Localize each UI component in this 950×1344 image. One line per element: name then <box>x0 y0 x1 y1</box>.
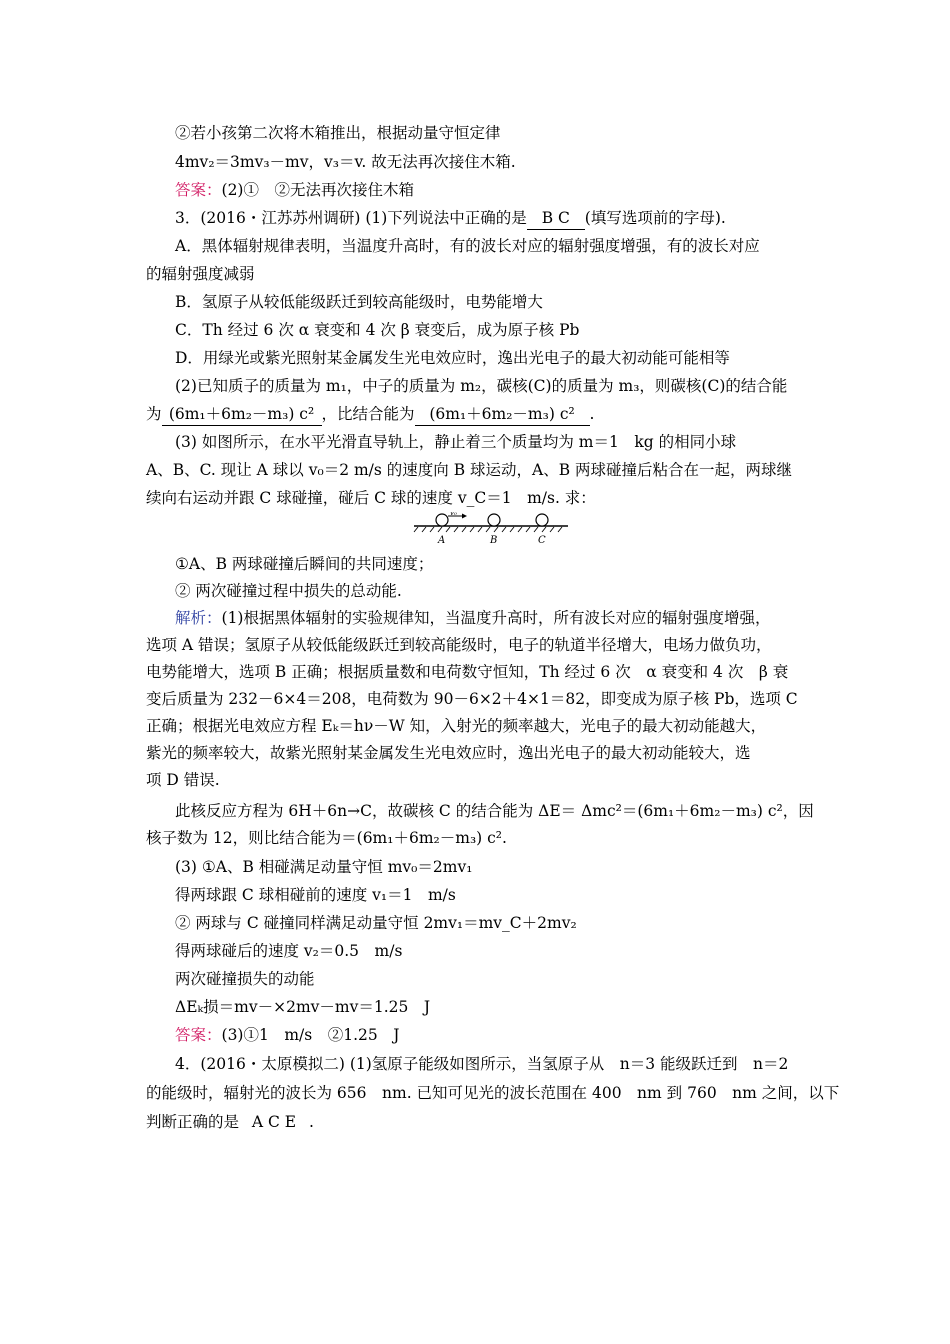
answer-label: 答案： <box>175 1026 222 1044</box>
track-figure <box>412 512 572 550</box>
answer-text: (3)①1 m/s ②1.25 J <box>221 1026 400 1044</box>
analysis-line: 项 D 错误. <box>146 771 220 789</box>
option-a-cont: 的辐射强度减弱 <box>146 265 255 283</box>
analysis-line: 核子数为 12，则比结合能为＝(6m₁＋6m₂－m₃) c². <box>146 829 507 847</box>
option-d: D．用绿光或紫光照射某金属发生光电效应时，逸出光电子的最大初动能可能相等 <box>175 349 730 367</box>
analysis-text: (1)根据黑体辐射的实验规律知，当温度升高时，所有波长对应的辐射强度增强， <box>221 609 771 627</box>
question-4-cont: 的能级时，辐射光的波长为 656 nm. 已知可见光的波长范围在 400 nm 到 760 nm 之间，以下 <box>146 1084 840 1102</box>
ball-b <box>488 514 500 526</box>
analysis-line: 得两球跟 C 球相碰前的速度 v₁＝1 m/s <box>175 886 456 904</box>
analysis-line: ② 两球与 C 碰撞同样满足动量守恒 2mv₁＝mv_C＋2mv₂ <box>175 914 577 932</box>
question-text: 为 <box>146 405 162 423</box>
answer-label: 答案： <box>175 181 222 199</box>
sub-question-2: ② 两次碰撞过程中损失的总动能. <box>175 582 402 600</box>
question-text: . <box>589 405 595 423</box>
answer-line <box>175 1024 399 1046</box>
analysis-line: 两次碰撞损失的动能 <box>175 970 315 988</box>
analysis-line: 选项 A 错误；氢原子从较低能级跃迁到较高能级时，电子的轨道半径增大，电场力做负功， <box>146 636 772 654</box>
analysis-line: 变后质量为 232－6×4＝208，电荷数为 90－6×2＋4×1＝82，即变成为原子核 Pb，选项 C <box>146 690 798 708</box>
question-text: ，比结合能为 <box>321 405 415 423</box>
analysis-line <box>175 607 770 629</box>
analysis-line: 此核反应方程为 6H＋6n→C，故碳核 C 的结合能为 ΔE＝ Δmc²＝(6m₁＋6m₂－m₃) c²，因 <box>175 802 814 820</box>
label-a: A <box>438 535 446 546</box>
question-3-stem <box>175 207 726 230</box>
velocity-label: v₀ <box>450 512 457 517</box>
solution-line: ②若小孩第二次将木箱推出，根据动量守恒定律 <box>175 124 501 142</box>
question-part-3: (3) 如图所示，在水平光滑直导轨上，静止着三个质量均为 m＝1 kg 的相同小球 <box>175 433 737 451</box>
solution-line: 4mv₂＝3mv₃－mv，v₃＝v. 故无法再次接住木箱. <box>175 153 516 171</box>
analysis-line: 正确；根据光电效应方程 Eₖ＝hν－W 知，入射光的频率越大，光电子的最大初动能越大， <box>146 717 767 735</box>
question-text: . <box>309 1113 314 1131</box>
question-4-stem: 4．(2016・太原模拟二) (1)氢原子能级如图所示，当氢原子从 n＝3 能级跃迁到 n＝2 <box>175 1055 789 1073</box>
label-c: C <box>538 535 546 546</box>
answer-text: (2)① ②无法再次接住木箱 <box>221 181 414 199</box>
question-text: (填写选项前的字母). <box>584 209 726 227</box>
question-text: 3．(2016・江苏苏州调研) (1)下列说法中正确的是 <box>175 209 527 227</box>
analysis-line: 紫光的频率较大，故紫光照射某金属发生光电效应时，逸出光电子的最大初动能较大，选 <box>146 744 751 762</box>
option-b: B．氢原子从较低能级跃迁到较高能级时，电势能增大 <box>175 293 543 311</box>
answer-line <box>175 179 414 201</box>
answer-blank: B C <box>527 207 585 230</box>
analysis-line: 得两球碰后的速度 v₂＝0.5 m/s <box>175 942 403 960</box>
question-4-cont <box>146 1111 314 1133</box>
question-part-3-cont: 续向右运动并跟 C 球碰撞，碰后 C 球的速度 v_C＝1 m/s. 求： <box>146 489 596 507</box>
answer-blank: (6m₁＋6m₂－m₃) c² <box>415 403 590 426</box>
answer-blank: A C E <box>251 1113 297 1131</box>
ball-a <box>436 514 448 526</box>
option-c: C．Th 经过 6 次 α 衰变和 4 次 β 衰变后，成为原子核 Pb <box>175 321 580 339</box>
analysis-line: (3) ①A、B 相碰满足动量守恒 mv₀＝2mv₁ <box>175 858 473 876</box>
analysis-line: 电势能增大，选项 B 正确；根据质量数和电荷数守恒知，Th 经过 6 次 α 衰变和 4 次 β 衰 <box>146 663 789 681</box>
question-text: 判断正确的是 <box>146 1113 240 1131</box>
question-part-2-cont <box>146 403 594 426</box>
question-part-3-cont: A、B、C. 现让 A 球以 v₀＝2 m/s 的速度向 B 球运动，A、B 两球碰撞后粘合在一起，两球继 <box>146 461 793 479</box>
question-part-2: (2)已知质子的质量为 m₁，中子的质量为 m₂，碳核(C)的质量为 m₃，则碳核(C)的结合能 <box>175 377 788 395</box>
analysis-line: ΔEₖ损＝mv－×2mv－mv＝1.25 J <box>175 998 431 1016</box>
analysis-label: 解析： <box>175 609 222 627</box>
track-diagram <box>412 512 572 546</box>
ball-c <box>536 514 548 526</box>
sub-question-1: ①A、B 两球碰撞后瞬间的共同速度； <box>175 555 434 573</box>
answer-blank: (6m₁＋6m₂－m₃) c² <box>162 403 322 426</box>
label-b: B <box>490 535 498 546</box>
option-a: A．黑体辐射规律表明，当温度升高时，有的波长对应的辐射强度增强，有的波长对应 <box>175 237 760 255</box>
